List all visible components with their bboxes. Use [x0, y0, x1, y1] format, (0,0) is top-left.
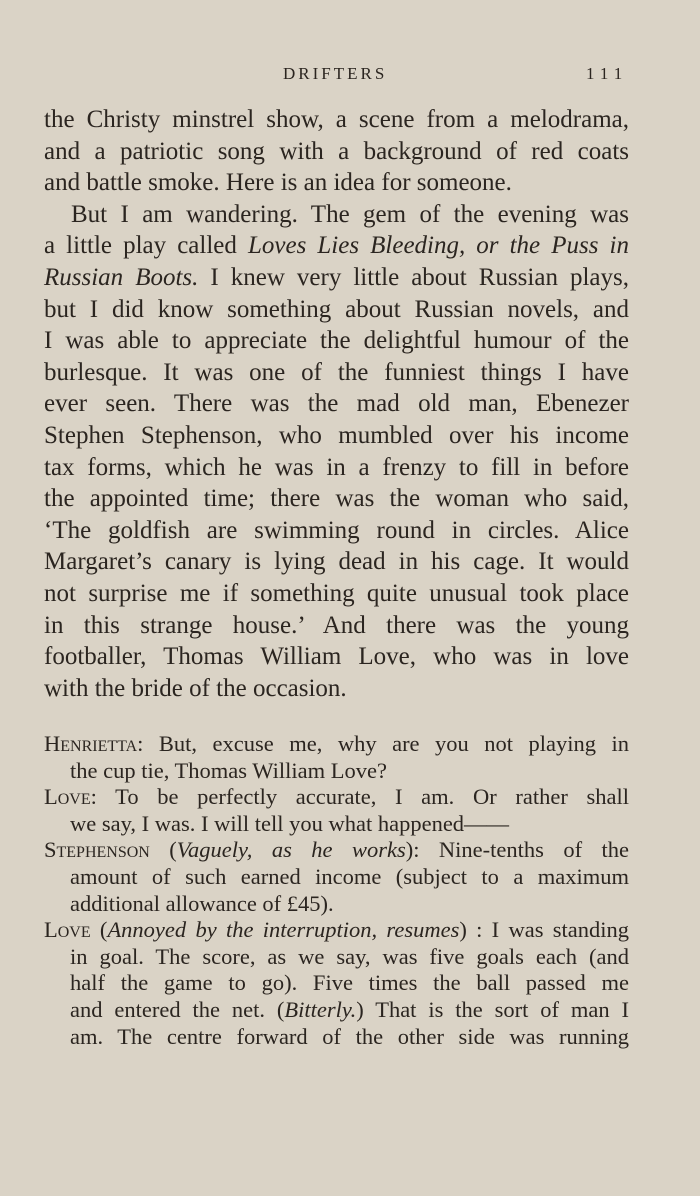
text-segment: footballer, Thomas William Love, who was in love — [44, 643, 629, 671]
text-segment: the appointed time; there was the woman who said, — [44, 485, 629, 513]
text-segment: ): Nine-tenths of the — [405, 837, 630, 863]
text-segment: additional allowance of £45). — [70, 890, 334, 916]
italic-text: Loves Lies Bleeding, or the Puss in — [247, 232, 629, 260]
text-line — [44, 452, 629, 484]
speaker-name: Love — [44, 784, 91, 810]
text-segment: a little play called — [44, 232, 248, 260]
text-segment: tax forms, which he was in a frenzy to fill in before — [44, 453, 629, 481]
speaker-name: Stephenson — [44, 837, 150, 863]
dialogue-line — [44, 1024, 629, 1051]
text-line — [44, 388, 629, 420]
text-line — [44, 546, 629, 578]
text-line — [44, 262, 629, 294]
text-line — [44, 325, 629, 357]
italic-text: Bitterly. — [284, 996, 357, 1022]
text-segment: in goal. The score, as we say, was five goals each (and — [70, 943, 629, 969]
text-segment: but I did know something about Russian novels, and — [44, 295, 629, 323]
running-title: DRIFTERS — [283, 64, 388, 83]
dialogue-line — [44, 891, 629, 918]
text-line — [44, 483, 629, 515]
text-segment: half the game to go). Five times the ball passed me — [70, 970, 629, 996]
text-segment: But I am wandering. The gem of the evening was — [71, 200, 629, 228]
text-segment: the Christy minstrel show, a scene from a melodrama, — [44, 106, 629, 133]
dialogue-line — [44, 811, 629, 838]
text-segment: amount of such earned income (subject to a maximum — [70, 863, 629, 889]
dialogue-line — [44, 758, 629, 785]
text-segment: and entered the net. ( — [70, 996, 285, 1022]
text-line — [44, 641, 629, 673]
text-line — [44, 420, 629, 452]
text-line — [44, 104, 629, 136]
text-line — [44, 578, 629, 610]
text-segment: Margaret’s canary is lying dead in his cage. It would — [44, 548, 629, 576]
text-line — [44, 610, 629, 642]
text-segment: : But, excuse me, why are you not playing in — [137, 731, 629, 756]
text-segment: ( — [149, 837, 177, 863]
text-segment: ) That is the sort of man I — [356, 996, 629, 1022]
text-line — [44, 294, 629, 326]
italic-text: Annoyed by the interruption, resumes — [107, 917, 460, 943]
text-line — [44, 167, 629, 199]
dialogue-line — [44, 837, 629, 864]
text-segment: and battle smoke. Here is an idea for someone. — [44, 169, 512, 197]
dialogue-line — [44, 864, 629, 891]
text-segment: the cup tie, Thomas William Love? — [70, 757, 387, 783]
dialogue-body — [44, 731, 629, 1050]
text-segment: not surprise me if something quite unusual took place — [44, 579, 629, 607]
text-segment: burlesque. It was one of the funniest things I have — [44, 358, 629, 386]
speaker-name: Love — [44, 917, 91, 943]
dialogue-line — [44, 784, 629, 811]
dialogue-line — [44, 997, 629, 1024]
text-segment: I was able to appreciate the delightful humour of the — [44, 327, 629, 355]
text-segment: am. The centre forward of the other side was running — [70, 1023, 629, 1049]
italic-text: Vaguely, as he works — [176, 837, 406, 863]
text-segment: Stephen Stephenson, who mumbled over his income — [44, 421, 629, 449]
text-line — [44, 230, 629, 262]
text-line — [44, 673, 629, 705]
text-segment: ( — [90, 917, 108, 943]
italic-text: Russian Boots. — [44, 263, 199, 291]
dialogue-line — [44, 944, 629, 971]
dialogue-line — [44, 917, 629, 944]
text-segment: ever seen. There was the mad old man, Ebenezer — [44, 390, 629, 418]
text-line — [44, 199, 629, 231]
prose-body — [44, 104, 629, 704]
text-segment: with the bride of the occasion. — [44, 674, 347, 702]
text-segment: : To be perfectly accurate, I am. Or rather shall — [90, 784, 629, 810]
text-segment: ) : I was standing — [459, 917, 629, 943]
text-segment: in this strange house.’ And there was the young — [44, 611, 629, 639]
speaker-name: Henrietta — [44, 731, 138, 756]
text-segment: we say, I was. I will tell you what happened—— — [70, 810, 510, 836]
dialogue-line — [44, 970, 629, 997]
page-number: 111 — [586, 64, 629, 83]
text-segment: and a patriotic song with a background of red coats — [44, 137, 629, 165]
text-line — [44, 357, 629, 389]
text-segment: ‘The goldfish are swimming round in circles. Alice — [44, 516, 629, 544]
text-line — [44, 515, 629, 547]
dialogue-line — [44, 731, 629, 758]
text-line — [44, 136, 629, 168]
text-segment: I knew very little about Russian plays, — [198, 263, 629, 291]
